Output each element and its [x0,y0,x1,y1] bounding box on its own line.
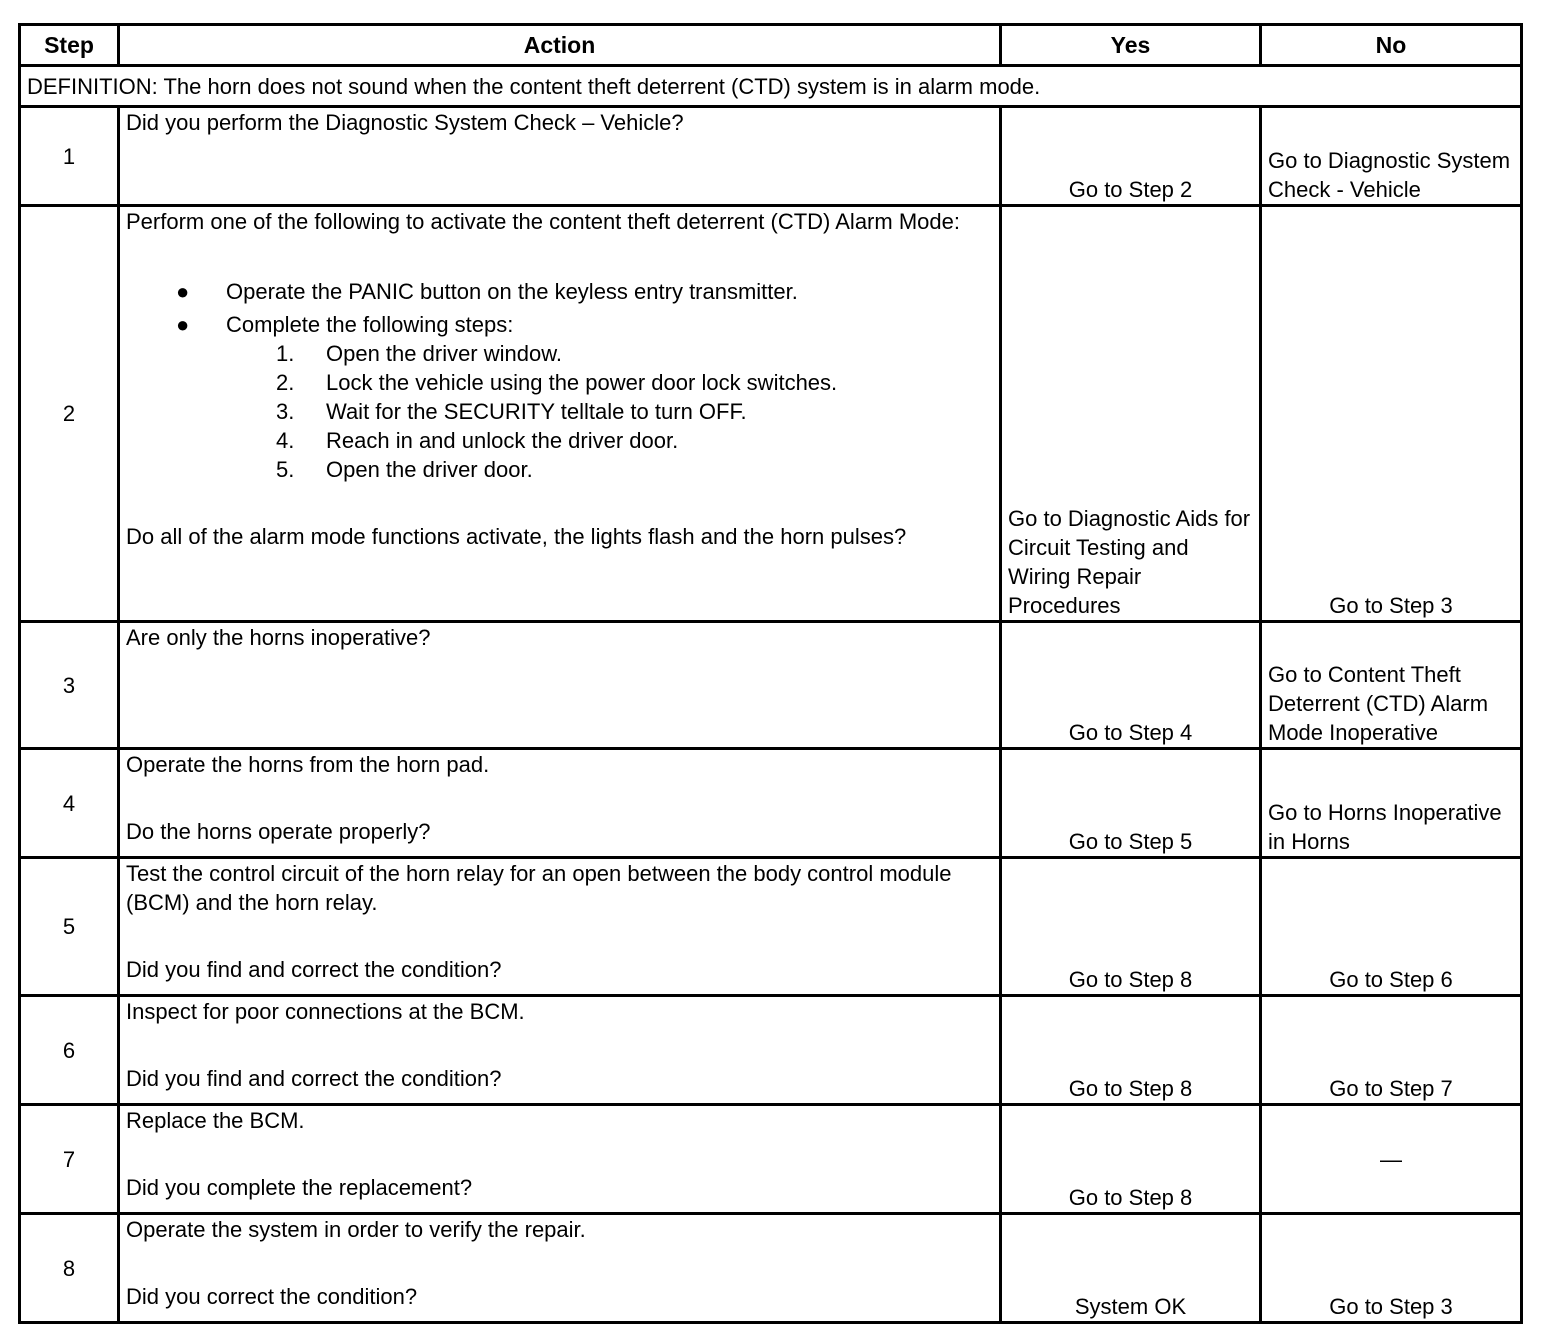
sub-step-text: Lock the vehicle using the power door lock switches. [326,370,838,395]
list-item [226,455,993,484]
sub-step-text: Wait for the SECURITY telltale to turn OFF. [326,399,747,424]
action-text: Are only the horns inoperative? [126,625,431,650]
action-cell [119,858,1001,996]
bullet-text: Complete the following steps: [226,312,514,337]
list-item [126,310,993,484]
bullet-dot-icon: ● [176,312,190,337]
no-cell: Go to Step 3 [1261,1214,1522,1323]
yes-cell: Go to Step 8 [1001,996,1261,1105]
bullet-dot-icon: ● [176,279,190,304]
no-cell: Go to Step 3 [1261,206,1522,622]
action-cell [119,749,1001,858]
action-text: Replace the BCM. [126,1108,305,1133]
list-item [126,277,993,306]
action-cell [119,206,1001,622]
list-item [226,397,993,426]
action-cell [119,107,1001,206]
list-item [226,339,993,368]
action-text: Did you perform the Diagnostic System Check – Vehicle? [126,110,684,135]
step-number: 7 [20,1105,119,1214]
action-question: Did you complete the replacement? [126,1175,473,1200]
no-cell: — [1261,1105,1522,1214]
action-text: Operate the system in order to verify the repair. [126,1217,586,1242]
action-cell [119,996,1001,1105]
step-number: 8 [20,1214,119,1323]
no-cell: Go to Step 6 [1261,858,1522,996]
yes-cell: Go to Step 5 [1001,749,1261,858]
bullet-list [126,277,993,484]
action-text: Inspect for poor connections at the BCM. [126,999,525,1024]
yes-cell: Go to Step 4 [1001,622,1261,749]
action-text: Operate the horns from the horn pad. [126,752,490,777]
table-row [20,1105,1522,1214]
action-question: Did you find and correct the condition? [126,957,502,982]
sub-step-text: Open the driver door. [326,457,533,482]
bullet-text: Operate the PANIC button on the keyless entry transmitter. [226,279,798,304]
no-cell: Go to Content Theft Deterrent (CTD) Alarm Mode Inoperative [1261,622,1522,749]
step-number: 4 [20,749,119,858]
sub-step-number: 3. [276,399,295,424]
sub-step-number: 5. [276,457,295,482]
sub-step-number: 2. [276,370,295,395]
action-cell [119,1105,1001,1214]
sub-step-number: 1. [276,341,295,366]
yes-cell: Go to Step 2 [1001,107,1261,206]
yes-cell: Go to Step 8 [1001,858,1261,996]
action-question: Do the horns operate properly? [126,819,431,844]
no-cell: Go to Step 7 [1261,996,1522,1105]
header-step: Step [20,25,119,66]
no-cell: Go to Horns Inoperative in Horns [1261,749,1522,858]
table-row [20,749,1522,858]
yes-cell: System OK [1001,1214,1261,1323]
header-action: Action [119,25,1001,66]
sub-step-text: Reach in and unlock the driver door. [326,428,679,453]
step-number: 5 [20,858,119,996]
list-item [226,426,993,455]
action-cell [119,1214,1001,1323]
sub-step-text: Open the driver window. [326,341,563,366]
sub-step-number: 4. [276,428,295,453]
step-number: 1 [20,107,119,206]
definition-text: DEFINITION: The horn does not sound when the content theft deterrent (CTD) system is in alarm mode. [20,66,1522,107]
header-row [20,25,1522,66]
yes-cell: Go to Diagnostic Aids for Circuit Testing and Wiring Repair Procedures [1001,206,1261,622]
table-row [20,996,1522,1105]
sub-step-list [226,339,993,484]
diagnostic-table [18,23,1523,1324]
header-yes: Yes [1001,25,1261,66]
action-intro: Perform one of the following to activate the content theft deterrent (CTD) Alarm Mode: [126,209,960,234]
step-number: 2 [20,206,119,622]
action-cell [119,622,1001,749]
table-row [20,858,1522,996]
table-row [20,107,1522,206]
step-number: 6 [20,996,119,1105]
definition-row [20,66,1522,107]
table-row [20,206,1522,622]
table-row [20,1214,1522,1323]
action-question: Do all of the alarm mode functions activate, the lights flash and the horn pulses? [126,524,907,549]
table-row [20,622,1522,749]
action-text: Test the control circuit of the horn relay for an open between the body control module (BCM) and the horn relay. [126,861,952,915]
action-question: Did you correct the condition? [126,1284,418,1309]
list-item [226,368,993,397]
yes-cell: Go to Step 8 [1001,1105,1261,1214]
header-no: No [1261,25,1522,66]
step-number: 3 [20,622,119,749]
action-question: Did you find and correct the condition? [126,1066,502,1091]
no-cell: Go to Diagnostic System Check - Vehicle [1261,107,1522,206]
